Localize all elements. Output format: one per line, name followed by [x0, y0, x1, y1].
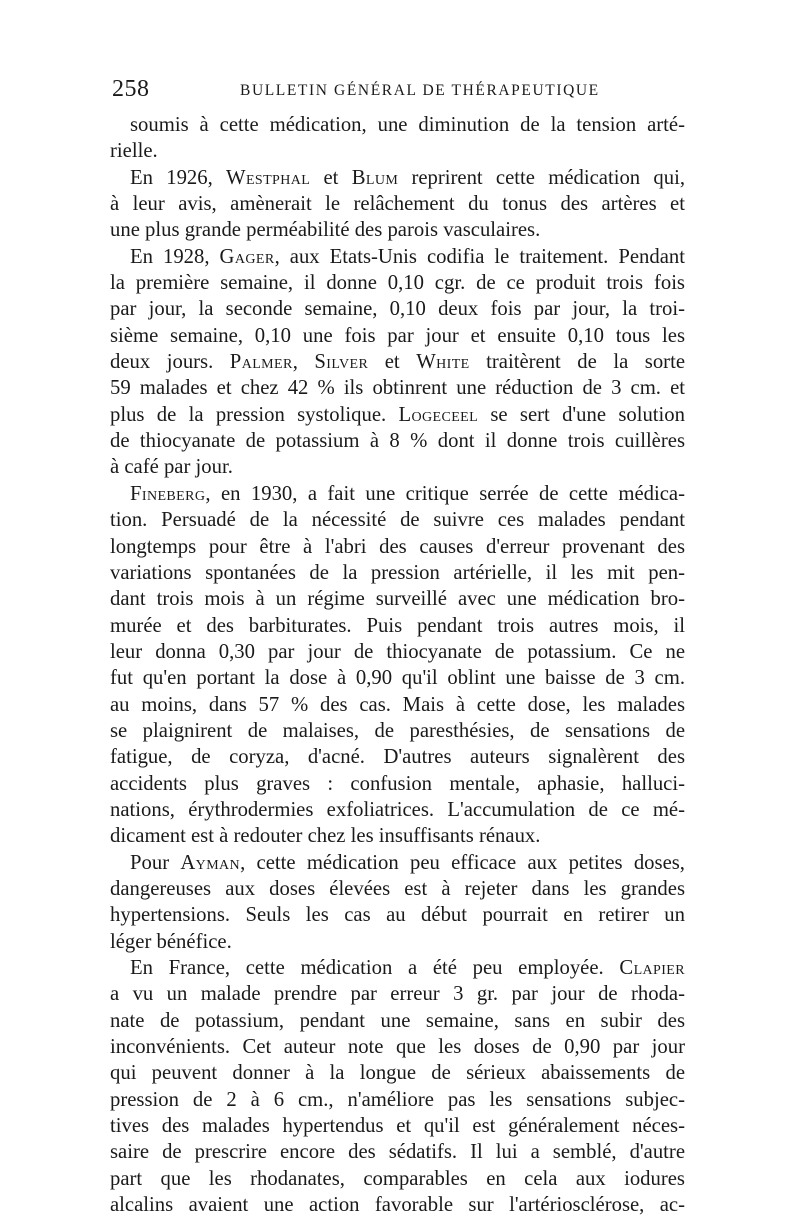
author-name: Westphal — [226, 166, 311, 189]
text-line: tives des malades hypertendus et qu'il est généralement néces- — [110, 1115, 685, 1138]
author-name: Fineberg — [130, 482, 206, 505]
text-line: à café par jour. — [110, 456, 233, 479]
text-line: accidents plus graves : confusion mentale, aphasie, halluci- — [110, 772, 685, 795]
text-line: au moins, dans 57 % des cas. Mais à cette dose, les malades — [110, 693, 685, 716]
author-name: Palmer — [229, 351, 293, 374]
text-line: de thiocyanate de potassium à 8 % dont il donne trois cuillères — [110, 430, 685, 453]
text-line: dangereuses aux doses élevées est à rejeter dans les grandes — [110, 877, 685, 900]
text-line: à leur avis, amènerait le relâchement du tonus des artères et — [110, 193, 685, 216]
paragraph — [110, 165, 685, 244]
text-line: la première semaine, il donne 0,10 cgr. de ce produit trois fois — [110, 272, 685, 295]
text-line: longtemps pour être à l'abri des causes d'erreur provenant des — [110, 535, 685, 558]
text-line: qui peuvent donner à la longue de sérieux abaissements de — [110, 1062, 685, 1085]
text-line: 59 malades et chez 42 % ils obtinrent une réduction de 3 cm. et — [110, 377, 685, 400]
text-line: inconvénients. Cet auteur note que les doses de 0,90 par jour — [110, 1036, 685, 1059]
text-line: par jour, la seconde semaine, 0,10 deux fois par jour, la troi- — [110, 298, 685, 321]
text-line: plus de la pression systolique. Logeceel se sert d'une solution — [110, 403, 685, 426]
text-line: En 1928, Gager, aux Etats-Unis codifia le traitement. Pendant — [130, 245, 685, 268]
text-line: En 1926, Westphal et Blum reprirent cette médication qui, — [130, 166, 686, 189]
author-name: Logeceel — [398, 403, 479, 426]
author-name: Blum — [351, 166, 399, 189]
text-line: fatigue, de coryza, d'acné. D'autres auteurs signalèrent des — [110, 746, 685, 769]
paragraph — [110, 112, 685, 165]
text-line: Pour Ayman, cette médication peu efficace aux petites doses, — [130, 851, 685, 874]
text-line: nations, érythrodermies exfoliatrices. L'accumulation de ce mé- — [110, 798, 685, 821]
author-name: Clapier — [619, 957, 685, 979]
text-line: murée et des barbiturates. Puis pendant trois autres mois, il — [110, 614, 685, 637]
text-line: En France, cette médication a été peu employée. Clapier — [130, 957, 685, 979]
text-line: pression de 2 à 6 cm., n'améliore pas les sensations subjec- — [110, 1088, 685, 1111]
text-line: sième semaine, 0,10 une fois par jour et ensuite 0,10 tous les — [110, 324, 685, 347]
text-line: rielle. — [110, 140, 158, 163]
text-line: léger bénéfice. — [110, 930, 232, 953]
text-line: part que les rhodanates, comparables en cela aux iodures — [110, 1167, 685, 1190]
text-line: alcalins avaient une action favorable sur l'artériosclérose, ac- — [110, 1194, 685, 1217]
author-name: Ayman — [180, 851, 241, 874]
text-line: dant trois mois à un régime surveillé avec une médication bro- — [110, 588, 685, 611]
text-line: a vu un malade prendre par erreur 3 gr. par jour de rhoda- — [110, 983, 685, 1006]
text-line: deux jours. Palmer, Silver et White traitèrent de la sorte — [110, 351, 685, 374]
page-header — [112, 76, 690, 106]
text-line: fut qu'en portant la dose à 0,90 qu'il oblint une baisse de 3 cm. — [110, 667, 685, 690]
text-line: hypertensions. Seuls les cas au début pourrait en retirer un — [110, 904, 685, 927]
paragraph — [110, 955, 685, 1218]
text-line: saire de prescrire encore des sédatifs. Il lui a semblé, d'autre — [110, 1141, 685, 1164]
author-name: White — [416, 351, 470, 374]
author-name: Silver — [314, 351, 369, 374]
text-line: variations spontanées de la pression artérielle, il les mit pen- — [110, 561, 685, 584]
paragraph — [110, 244, 685, 481]
body-text — [110, 112, 685, 1218]
text-line: soumis à cette médication, une diminution de la tension arté- — [130, 114, 685, 136]
paragraph — [110, 850, 685, 955]
text-line: dicament est à redouter chez les insuffisants rénaux. — [110, 825, 541, 848]
running-title: BULLETIN GÉNÉRAL DE THÉRAPEUTIQUE — [240, 82, 600, 99]
text-line: tion. Persuadé de la nécessité de suivre ces malades pendant — [110, 509, 685, 532]
text-line: nate de potassium, pendant une semaine, sans en subir des — [110, 1009, 685, 1032]
text-line: leur donna 0,30 par jour de thiocyanate de potassium. Ce ne — [110, 640, 685, 663]
author-name: Gager — [219, 245, 275, 268]
text-line: une plus grande perméabilité des parois vasculaires. — [110, 219, 541, 242]
text-line: Fineberg, en 1930, a fait une critique serrée de cette médica- — [130, 482, 685, 505]
paragraph — [110, 481, 685, 850]
page-number: 258 — [112, 76, 150, 102]
text-line: se plaignirent de malaises, de paresthésies, de sensations de — [110, 719, 685, 742]
